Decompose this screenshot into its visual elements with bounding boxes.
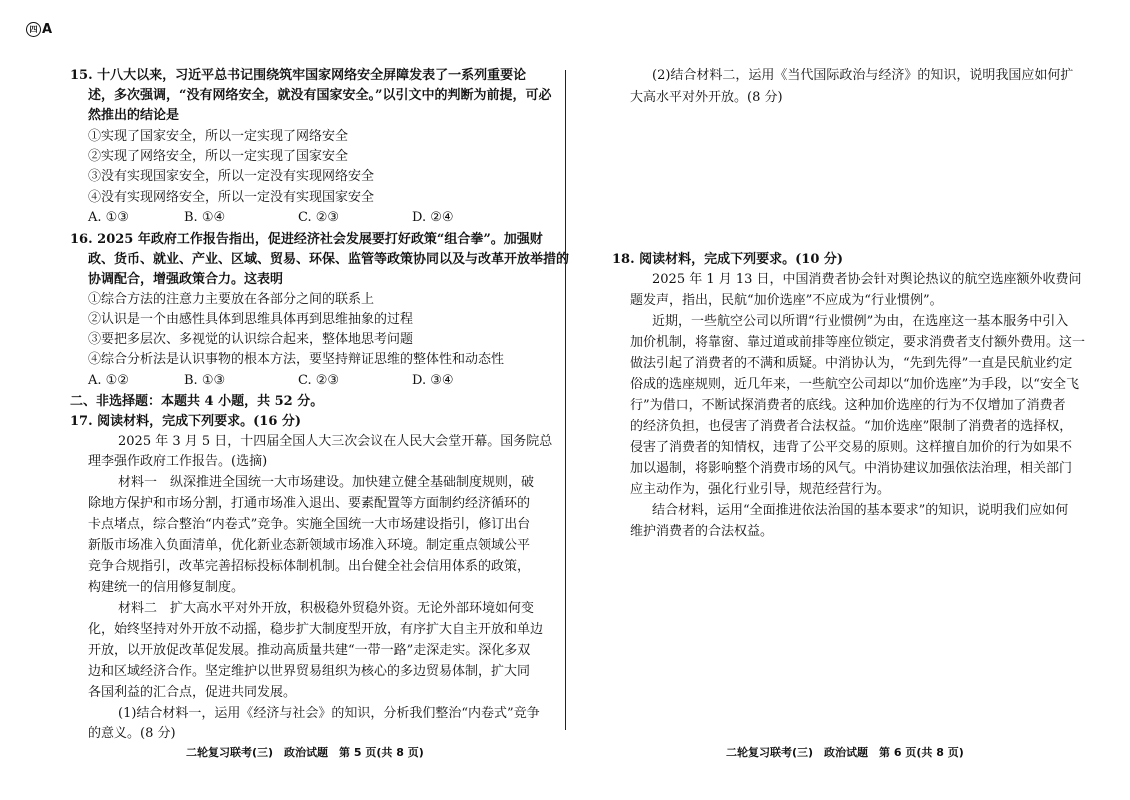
- q17-line-5: 卡点堵点，综合整治“内卷式”竞争。实施全国统一大市场建设指引，修订出台: [88, 517, 531, 532]
- q15-line-1: 15. 十八大以来，习近平总书记围绕筑牢国家网络安全屏障发表了一系列重要论: [70, 68, 527, 83]
- q15-line-2: 述，多次强调，“没有网络安全，就没有国家安全。”以引文中的判断为前提，可必: [88, 88, 552, 103]
- q18-task-line-2: 维护消费者的合法权益。: [630, 524, 774, 539]
- q17-line-11: 开放，以开放促改革促发展。推动高质量共建“一带一路”走深走实。深化多双: [88, 643, 531, 658]
- q18-line-10: 加以遏制，将影响整个消费市场的风气。中消协建议加强依法治理，相关部门: [630, 461, 1073, 476]
- mark-letter: A: [42, 22, 53, 37]
- q16-choice-3: ③要把多层次、多视觉的认识综合起来，整体地思考问题: [88, 332, 414, 347]
- q18-line-9: 侵害了消费者的知情权，违背了公平交易的原则。这样擅自加价的行为如果不: [630, 440, 1073, 455]
- q16-line-3: 协调配合，增强政策合力。这表明: [88, 272, 284, 287]
- q16-option-b: B. ①③: [184, 373, 226, 388]
- q18-line-5: 做法引起了消费者的不满和质疑。中消协认为，“先到先得”一直是民航业约定: [630, 356, 1073, 371]
- q17-line-10: 化，始终坚持对外开放不动摇，稳步扩大制度型开放，有序扩大自主开放和单边: [88, 622, 544, 637]
- q18-line-4: 加价机制，将靠窗、靠过道或前排等座位锁定，要求消费者支付额外费用。这一: [630, 335, 1086, 350]
- q15-option-d: D. ②④: [412, 210, 454, 225]
- footer-right: 二轮复习联考(三) 政治试题 第 6 页(共 8 页): [726, 746, 964, 759]
- q18-intro: 18. 阅读材料，完成下列要求。(10 分): [612, 252, 844, 267]
- q16-line-2: 政、货币、就业、产业、区域、贸易、环保、监管等政策协同以及与改革开放举措的: [88, 252, 570, 267]
- footer-left: 二轮复习联考(三) 政治试题 第 5 页(共 8 页): [186, 746, 424, 759]
- q18-task-line-1: 结合材料，运用“全面推进依法治国的基本要求”的知识，说明我们应如何: [652, 503, 1069, 518]
- exam-mark: [26, 22, 52, 37]
- q17-sub2-line-1: (2)结合材料二，运用《当代国际政治与经济》的知识，说明我国应如何扩: [652, 68, 1074, 83]
- q15-choice-3: ③没有实现国家安全，所以一定没有实现网络安全: [88, 169, 375, 184]
- q18-line-7: 行”为借口，不断试探消费者的底线。这种加价选座的行为不仅增加了消费者: [630, 398, 1066, 413]
- q16-choice-2: ②认识是一个由感性具体到思维具体再到思维抽象的过程: [88, 312, 414, 327]
- mark-circle: 四: [26, 22, 41, 37]
- q17-line-1: 2025 年 3 月 5 日，十四届全国人大三次会议在人民大会堂开幕。国务院总: [118, 434, 553, 449]
- q16-option-d: D. ③④: [412, 373, 454, 388]
- q15-choice-4: ④没有实现网络安全，所以一定没有实现国家安全: [88, 190, 375, 205]
- q18-line-11: 应主动作为，强化行业引导，规范经营行为。: [630, 482, 891, 497]
- q18-line-2: 题发声，指出，民航“加价选座”不应成为“行业惯例”。: [630, 293, 943, 308]
- q16-option-c: C. ②③: [298, 373, 340, 388]
- column-divider: [565, 70, 566, 730]
- q17-sub1-line-2: 的意义。(8 分): [88, 726, 176, 741]
- q17-line-9: 材料二 扩大高水平对外开放，积极稳外贸稳外资。无论外部环境如何变: [118, 601, 535, 616]
- q15-choice-1: ①实现了国家安全，所以一定实现了网络安全: [88, 129, 349, 144]
- q15-line-3: 然推出的结论是: [88, 108, 180, 123]
- q15-choice-2: ②实现了网络安全，所以一定实现了国家安全: [88, 149, 349, 164]
- q16-choice-1: ①综合方法的注意力主要放在各部分之间的联系上: [88, 292, 375, 307]
- q16-choice-4: ④综合分析法是认识事物的根本方法，要坚持辩证思维的整体性和动态性: [88, 352, 505, 367]
- section2-title: 二、非选择题：本题共 4 小题，共 52 分。: [70, 394, 324, 409]
- q18-line-3: 近期，一些航空公司以所谓“行业惯例”为由，在选座这一基本服务中引入: [652, 314, 1069, 329]
- q15-option-c: C. ②③: [298, 210, 340, 225]
- q17-line-8: 构建统一的信用修复制度。: [88, 580, 245, 595]
- q18-line-8: 的经济负担，也侵害了消费者合法权益。“加价选座”限制了消费者的选择权，: [630, 419, 1073, 434]
- q15-option-b: B. ①④: [184, 210, 226, 225]
- q17-line-7: 竞争合规指引，改革完善招标投标体制机制。出台健全社会信用体系的政策，: [88, 559, 531, 574]
- q17-intro: 17. 阅读材料，完成下列要求。(16 分): [70, 414, 302, 429]
- q18-line-6: 俗成的选座规则，近几年来，一些航空公司却以“加价选座”为手段，以“安全飞: [630, 377, 1079, 392]
- q17-line-6: 新版市场准入负面清单，优化新业态新领域市场准入环境。制定重点领域公平: [88, 538, 531, 553]
- q18-line-1: 2025 年 1 月 13 日，中国消费者协会针对舆论热议的航空选座额外收费问: [652, 272, 1082, 287]
- q17-sub2-line-2: 大高水平对外开放。(8 分): [630, 90, 783, 105]
- q17-line-4: 除地方保护和市场分割，打通市场准入退出、要素配置等方面制约经济循环的: [88, 496, 531, 511]
- q16-line-1: 16. 2025 年政府工作报告指出，促进经济社会发展要打好政策“组合拳”。加强财: [70, 232, 543, 247]
- q16-option-a: A. ①②: [88, 373, 129, 388]
- q17-line-2: 理李强作政府工作报告。(选摘): [88, 454, 268, 469]
- q17-line-3: 材料一 纵深推进全国统一大市场建设。加快建立健全基础制度规则，破: [118, 475, 535, 490]
- q17-line-13: 各国利益的汇合点，促进共同发展。: [88, 685, 297, 700]
- q15-option-a: A. ①③: [88, 210, 129, 225]
- q17-line-12: 边和区域经济合作。坚定维护以世界贸易组织为核心的多边贸易体制，扩大同: [88, 664, 531, 679]
- q17-sub1-line-1: (1)结合材料一，运用《经济与社会》的知识，分析我们整治“内卷式”竞争: [118, 706, 540, 721]
